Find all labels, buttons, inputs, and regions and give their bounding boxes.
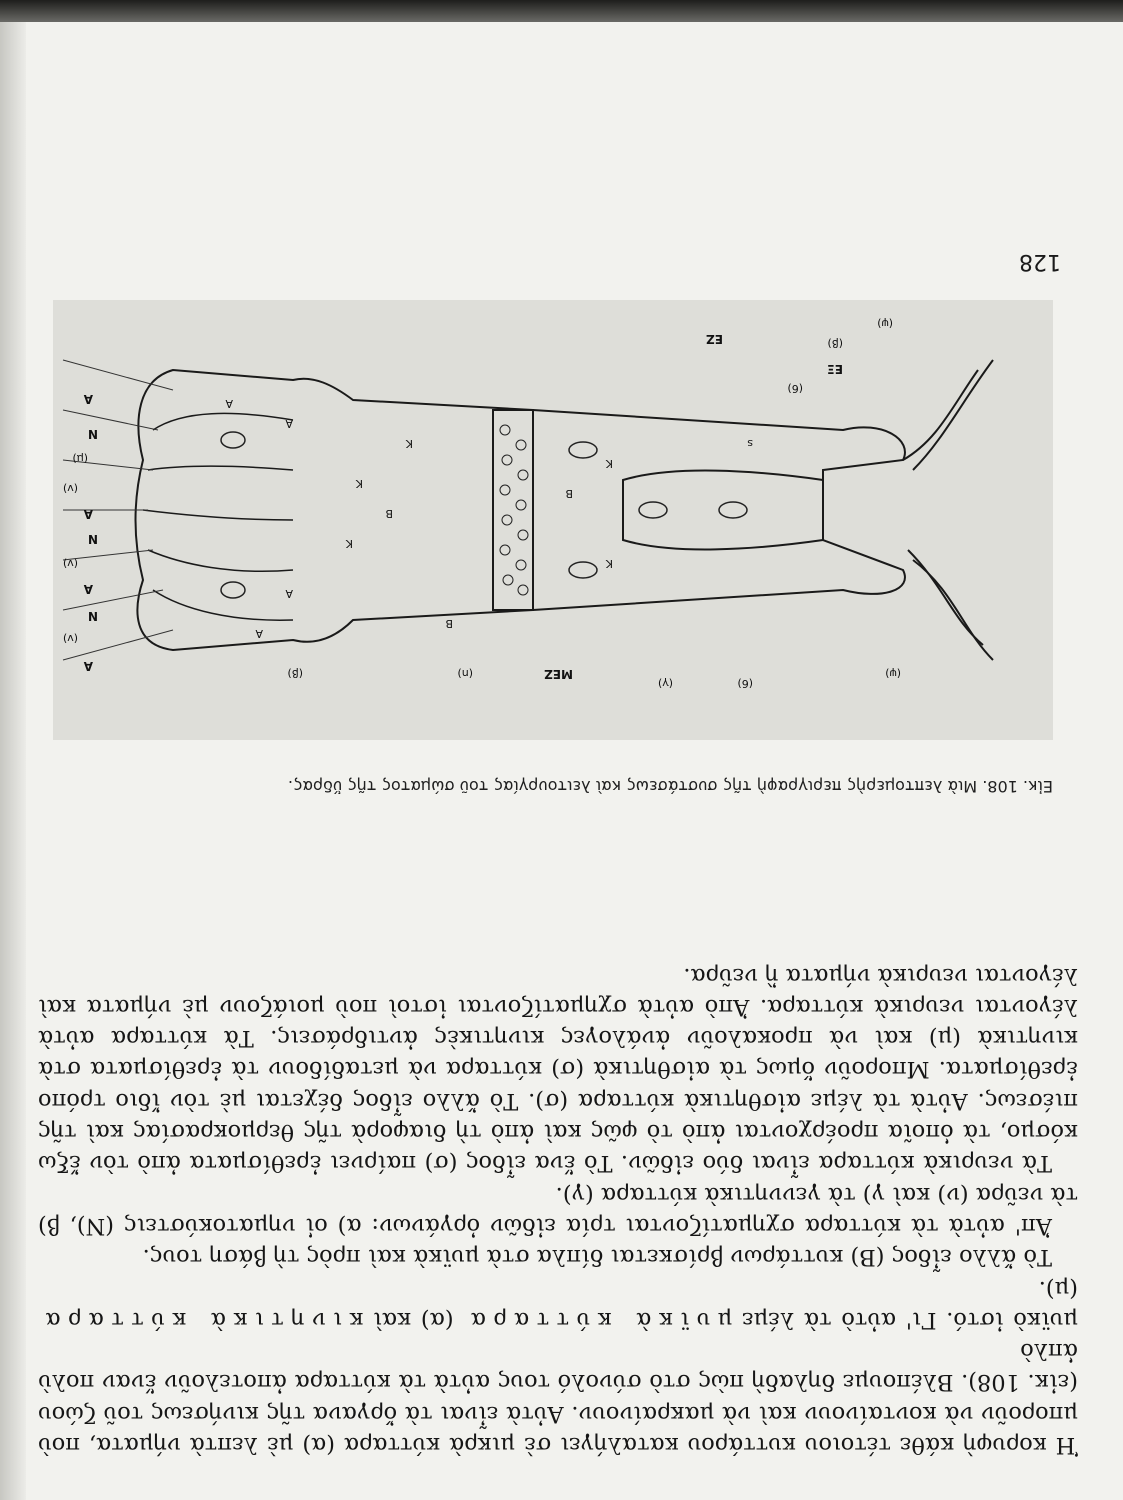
fig-right-label-6: A: [83, 507, 93, 521]
term-motor-cells: κινητικὰ κύτταρα: [37, 1306, 364, 1333]
fig-cell-label-1: K: [355, 477, 363, 490]
hydra-diagram: [53, 300, 1053, 740]
fig-cell-label-2: K: [405, 437, 413, 450]
page-gutter-shadow: [0, 0, 26, 1500]
page-number: 128: [1019, 249, 1061, 274]
p1-mid: (α) καὶ: [373, 1306, 454, 1333]
fig-label-top-1: (6): [737, 677, 753, 690]
fig-cell-label-5: A: [285, 417, 293, 430]
paragraph-2: Τὸ ἄλλο εἶδος (Β) κυττάρων βρίσκεται δίπλα στὰ μυϊκὰ καὶ πρὸς τὴ βάση τους.: [142, 1244, 1052, 1271]
fig-label-bottom-7: EΞ: [827, 362, 843, 376]
fig-right-label-5: N: [87, 532, 98, 546]
p1-end: (μ).: [1038, 1275, 1078, 1302]
fig-label-bottom-1: (β): [827, 337, 843, 350]
fig-right-label-0: A: [83, 659, 93, 673]
fig-label-bottom-0: (ψ): [877, 317, 893, 330]
fig-right-label-9: N: [87, 427, 98, 441]
paragraph-1-end: [38, 1272, 1078, 1335]
paragraph-1: Ἡ κορυφὴ κάθε τέτοιου κυττάρου καταλήγει σὲ μικρὰ κύτταρα (α) μὲ λεπτὰ νήματα, ποὺ μποροῦν νὰ κονταίνουν καὶ νὰ μακραίνουν. Αὐτὰ εἶναι τὰ ὄργανα τῆς κινήσεως τοῦ ζώου (εἰκ. 108). Βλέπουμε δηλαδὴ πὼς στὸ σύνολό τους αὐτὰ τὰ κύτταρα ἀποτελοῦν ἕναν πολὺ ἁπλὸ: [38, 1338, 1078, 1458]
fig-cell-label-3: B: [385, 507, 393, 520]
fig-label-top-0: (ψ): [885, 667, 901, 680]
fig-cell-label-0: K: [345, 537, 353, 550]
hydra-figure: [53, 300, 1053, 740]
scan-dark-edge: [0, 0, 1123, 22]
fig-label-bottom-6: EZ: [706, 332, 723, 346]
p1-line: μυϊκὸ ἰστό. Γι' αὐτὸ τὰ λέμε: [741, 1306, 1078, 1333]
fig-right-label-1: (v): [62, 632, 78, 645]
paragraph-4: Τὰ νευρικὰ κύτταρα εἶναι δύο εἰδῶν. Τὸ ἕνα εἶδος (σ) παίρνει ἐρεθίσματα ἀπὸ τὸν ἔξω κόσμο, τὰ ὁποῖα προέρχονται ἀπὸ τὸ φῶς καὶ ἀπὸ τὴ διαφορὰ τῆς θερμοκρασίας καὶ τῆς πιέσεως. Αὐτὰ τὰ λέμε αἰσθητικὰ κύτταρα (σ). Τὸ ἄλλο εἶδος δέχεται μὲ τὸν ἴδιο τρόπο ἐρεθίσματα. Μποροῦν ὅμως τὰ αἰσθητικὰ (σ) κύτταρα νὰ μεταδίδουν τὰ ἐρεθίσματα στὰ κινητικὰ (μ) καὶ νὰ προκαλοῦν ἀνάλογες κινητικὲς ἀντιδράσεις. Τὰ κύτταρα αὐτὰ λέγονται νευρικὰ κύτταρα. Ἀπὸ αὐτὰ σχηματίζονται ἰστοὶ ποὺ μοιάζουν μὲ νήματα καὶ λέγονται νευρικὰ νήματα ἢ νεῦρα.: [38, 962, 1078, 1177]
gut-cavity: [623, 471, 823, 550]
fig-s-label: s: [747, 437, 753, 450]
fig-label-top-4: (n): [457, 667, 473, 680]
fig-label-bottom-4: B: [565, 487, 573, 500]
fig-cell-label-4: A: [285, 587, 293, 600]
body-text: [38, 959, 1078, 1460]
fig-label-top-5: Β: [445, 617, 453, 630]
fig-right-label-2: N: [87, 609, 98, 623]
fig-right-label-4: (v): [62, 557, 78, 570]
figure-caption: Εἰκ. 108. Μιὰ λεπτομερὴς περιγραφὴ τῆς συστάσεως καὶ λειτουργίας τοῦ σώματος τῆς ὕδρας.: [287, 777, 1053, 796]
fig-label-top-6: (β): [287, 667, 303, 680]
fig-right-label-8: (μ): [72, 452, 88, 465]
fig-label-top-7: A: [255, 627, 263, 640]
fig-right-label-7: (v): [62, 482, 78, 495]
tentacle-3: [913, 360, 993, 470]
fig-label-bottom-3: K: [605, 457, 613, 470]
fig-label-top-2: (γ): [657, 677, 673, 690]
fig-label-bottom-5: K: [605, 557, 613, 570]
term-muscle-cells: μυϊκὰ κύτταρα: [463, 1306, 733, 1333]
fig-label-top-3: MEZ: [544, 667, 573, 681]
fig-right-label-3: A: [83, 582, 93, 596]
fig-label-bottom-2: A: [225, 397, 233, 410]
fig-label-bottom-8: (6): [787, 382, 803, 395]
paragraph-3: Ἀπ' αὐτὰ τὰ κύτταρα σχηματίζονται τρία εἰδῶν ὀργάνων: α) οἱ νηματοκύστεις (Ν), β) τὰ νεῦρα (ν) καὶ γ) τὰ γεννητικὰ κύτταρα (γ).: [38, 1181, 1078, 1239]
fig-right-label-10: A: [83, 392, 93, 406]
tentacle-4: [903, 370, 978, 460]
